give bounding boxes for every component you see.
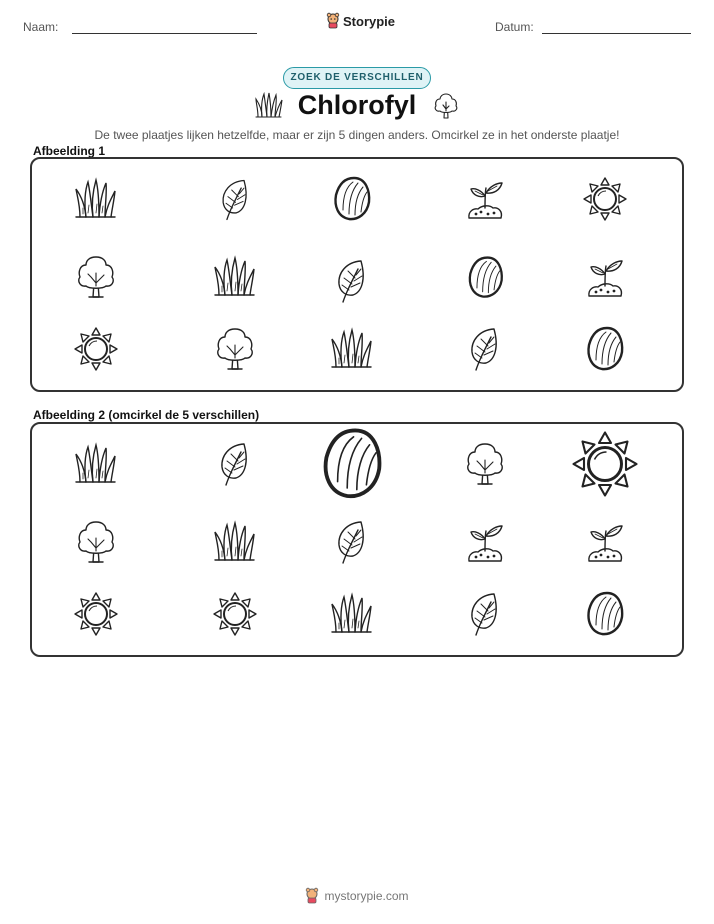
picture-1-cell-r1c4[interactable]	[455, 169, 515, 229]
picture-2-cell-r2c1[interactable]	[66, 512, 126, 572]
picture-2-cell-r3c1[interactable]	[66, 584, 126, 644]
seed-icon	[575, 319, 635, 379]
worksheet-type-badge: ZOEK DE VERSCHILLEN	[283, 67, 431, 89]
sprout-icon	[455, 512, 515, 572]
sprout-icon	[575, 247, 635, 307]
seed-icon	[457, 249, 514, 306]
picture-1-cell-r3c3[interactable]	[322, 319, 382, 379]
picture-2-cell-r2c5[interactable]	[575, 512, 635, 572]
picture-2-cell-r1c3[interactable]	[304, 416, 400, 512]
picture-2-cell-r3c2[interactable]	[205, 584, 265, 644]
picture-2-panel	[30, 422, 684, 657]
grass-icon	[66, 434, 126, 494]
panel1-label: Afbeelding 1	[33, 144, 106, 158]
picture-2-cell-r3c5[interactable]	[575, 584, 635, 644]
grass-icon	[66, 169, 126, 229]
leaf-icon	[207, 171, 264, 228]
picture-2-cell-r1c4[interactable]	[455, 434, 515, 494]
sun-icon	[560, 419, 650, 509]
picture-1-cell-r3c1[interactable]	[66, 319, 126, 379]
picture-1-cell-r2c2[interactable]	[205, 247, 265, 307]
sun-icon	[66, 584, 126, 644]
picture-1-cell-r2c5[interactable]	[575, 247, 635, 307]
page-title: Chlorofyl	[297, 90, 417, 120]
sun-icon	[575, 169, 635, 229]
sun-icon	[205, 584, 265, 644]
panel2-label: Afbeelding 2 (omcirkel de 5 verschillen)	[33, 408, 260, 422]
picture-2-cell-r2c3[interactable]	[322, 512, 382, 572]
tree-icon	[66, 247, 126, 307]
grass-icon	[322, 584, 382, 644]
brand-logo	[326, 13, 395, 29]
leaf-icon	[455, 584, 515, 644]
sun-icon	[66, 319, 126, 379]
seed-icon	[575, 584, 635, 644]
tree-icon	[205, 319, 265, 379]
leaf-icon	[322, 251, 382, 311]
seed-icon	[322, 169, 382, 229]
picture-1-cell-r2c4[interactable]	[457, 249, 514, 306]
storypie-mascot-icon	[305, 888, 319, 904]
picture-1-panel	[30, 157, 684, 392]
picture-1-cell-r2c1[interactable]	[66, 247, 126, 307]
picture-1-cell-r3c2[interactable]	[205, 319, 265, 379]
name-line[interactable]	[72, 33, 257, 34]
picture-1-cell-r1c5[interactable]	[575, 169, 635, 229]
tree-icon	[66, 512, 126, 572]
title-tree-icon	[432, 92, 460, 120]
picture-2-cell-r2c4[interactable]	[455, 512, 515, 572]
instructions: De twee plaatjes lijken hetzelfde, maar er zijn 5 dingen anders. Omcirkel ze in het onderste plaatje!	[94, 128, 620, 142]
sprout-icon	[455, 169, 515, 229]
picture-1-cell-r3c4[interactable]	[455, 319, 515, 379]
grass-icon	[205, 512, 265, 572]
picture-1-cell-r1c2[interactable]	[207, 171, 264, 228]
tree-icon	[455, 434, 515, 494]
picture-1-cell-r1c3[interactable]	[322, 169, 382, 229]
picture-1-cell-r2c3[interactable]	[322, 251, 382, 311]
name-label: Naam:	[23, 20, 59, 34]
grass-icon	[205, 247, 265, 307]
picture-1-cell-r3c5[interactable]	[575, 319, 635, 379]
title-grass-icon	[255, 92, 283, 120]
leaf-icon	[205, 434, 265, 494]
picture-2-cell-r3c4[interactable]	[455, 584, 515, 644]
picture-1-cell-r1c1[interactable]	[66, 169, 126, 229]
leaf-icon	[322, 512, 382, 572]
footer	[0, 888, 714, 904]
picture-2-cell-r2c2[interactable]	[205, 512, 265, 572]
picture-2-cell-r1c5[interactable]	[560, 419, 650, 509]
date-label: Datum:	[495, 20, 534, 34]
brand-name: Storypie	[343, 13, 396, 29]
storypie-mascot-icon	[326, 13, 340, 29]
footer-url: mystorypie.com	[324, 889, 409, 903]
picture-2-cell-r1c2[interactable]	[205, 434, 265, 494]
picture-2-cell-r3c3[interactable]	[322, 584, 382, 644]
picture-2-cell-r1c1[interactable]	[66, 434, 126, 494]
date-line[interactable]	[542, 33, 691, 34]
sprout-icon	[575, 512, 635, 572]
leaf-icon	[455, 319, 515, 379]
seed-icon	[304, 416, 400, 512]
grass-icon	[322, 319, 382, 379]
